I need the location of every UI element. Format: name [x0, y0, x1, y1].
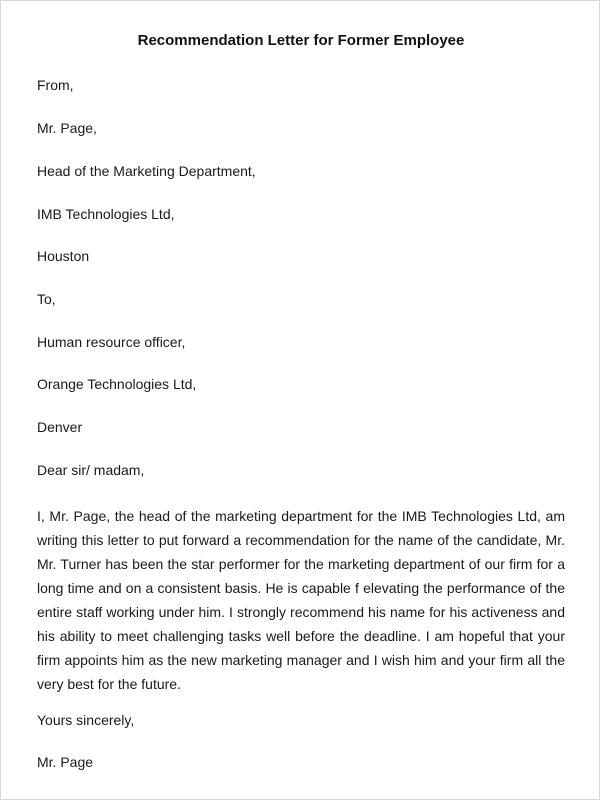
- sender-company: IMB Technologies Ltd,: [37, 206, 175, 222]
- from-label: From,: [37, 77, 74, 93]
- letter-body: I, Mr. Page, the head of the marketing department for the IMB Technologies Ltd, am writing this letter to put forward a recommendation for the name of the candidate, Mr. Mr. Turner has been the star performer for the marketing department of our firm for a long time and on a consistent basis. He is capable f elevating the performance of the entire staff working under him. I strongly recommend his name for his activeness and his ability to meet challenging tasks well before the deadline. I am hopeful that your firm appoints him as the new marketing manager and I wish him and your firm all the very best for the future.: [37, 508, 565, 692]
- salutation: Dear sir/ madam,: [37, 462, 145, 478]
- sender-name: Mr. Page,: [37, 120, 97, 136]
- sender-title: Head of the Marketing Department,: [37, 163, 256, 179]
- recipient-company: Orange Technologies Ltd,: [37, 376, 197, 392]
- to-label: To,: [37, 291, 56, 307]
- closing: Yours sincerely,: [37, 712, 135, 728]
- sender-city: Houston: [37, 248, 90, 264]
- recipient-title: Human resource officer,: [37, 334, 186, 350]
- signature: Mr. Page: [37, 754, 94, 770]
- recipient-city: Denver: [37, 419, 83, 435]
- letter-title: Recommendation Letter for Former Employee: [137, 32, 465, 49]
